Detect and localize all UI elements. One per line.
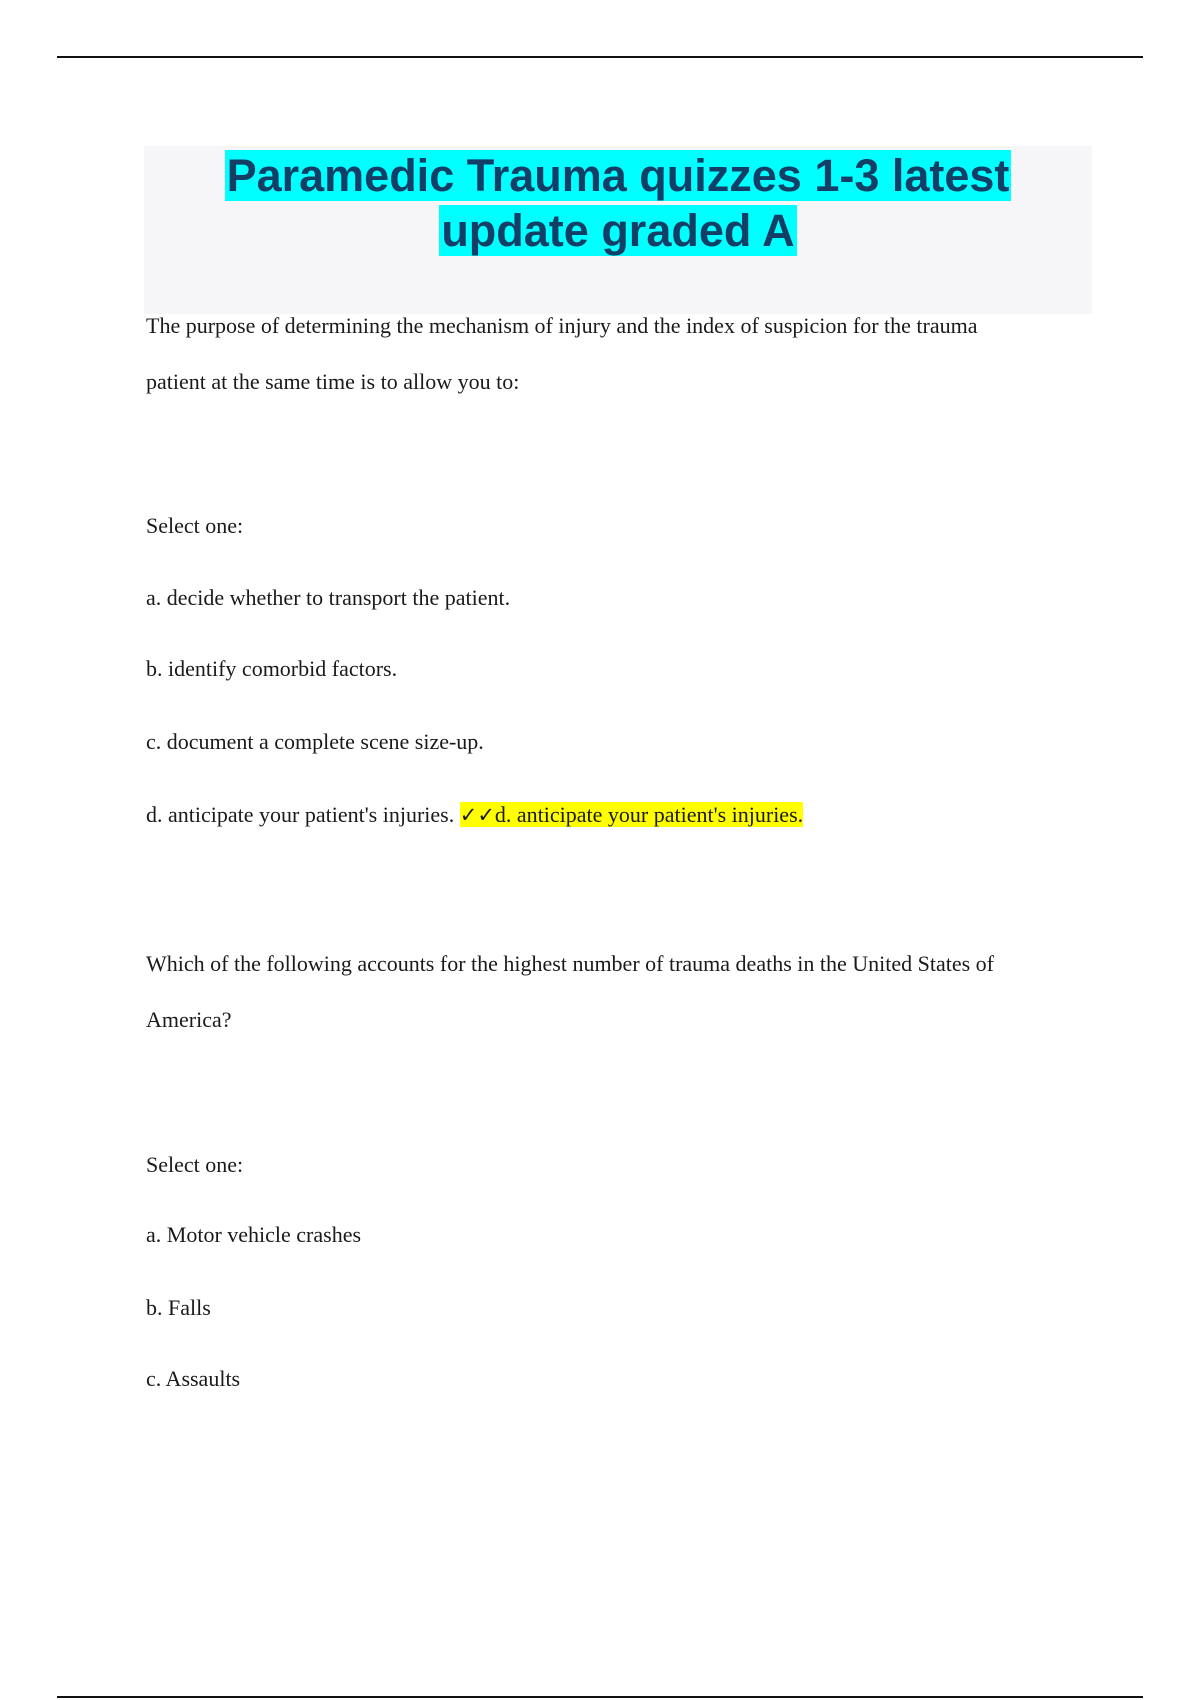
title-banner (144, 146, 1092, 314)
question-2-stem-line-1: Which of the following accounts for the highest number of trauma deaths in the United States of (146, 951, 994, 976)
checkmark-icon: ✓✓ (459, 803, 495, 827)
question-2-prompt: Select one: (146, 1152, 244, 1177)
question-2-option-c: c. Assaults (146, 1366, 241, 1391)
question-2-stem-line-2: America? (146, 1007, 232, 1032)
question-1-stem-line-2: patient at the same time is to allow you to: (146, 369, 520, 394)
page-title (144, 146, 1092, 258)
top-rule (57, 56, 1143, 58)
question-1-option-d: d. anticipate your patient's injuries. (146, 802, 460, 827)
question-1-option-a: a. decide whether to transport the patient. (146, 585, 511, 610)
question-2-option-a: a. Motor vehicle crashes (146, 1222, 362, 1247)
question-1-option-c: c. document a complete scene size-up. (146, 729, 484, 754)
question-1-prompt: Select one: (146, 513, 244, 538)
bottom-rule (57, 1696, 1143, 1698)
title-line-2: update graded A (441, 205, 795, 256)
question-1-stem-line-1: The purpose of determining the mechanism of injury and the index of suspicion for the trauma (146, 313, 978, 338)
question-1-option-b: b. identify comorbid factors. (146, 656, 398, 681)
answer-highlight (460, 802, 803, 827)
question-2-option-b: b. Falls (146, 1295, 211, 1320)
question-1-option-d-row (146, 803, 803, 827)
title-line-1: Paramedic Trauma quizzes 1-3 latest (226, 150, 1010, 201)
question-1-answer: d. anticipate your patient's injuries. (494, 802, 804, 827)
